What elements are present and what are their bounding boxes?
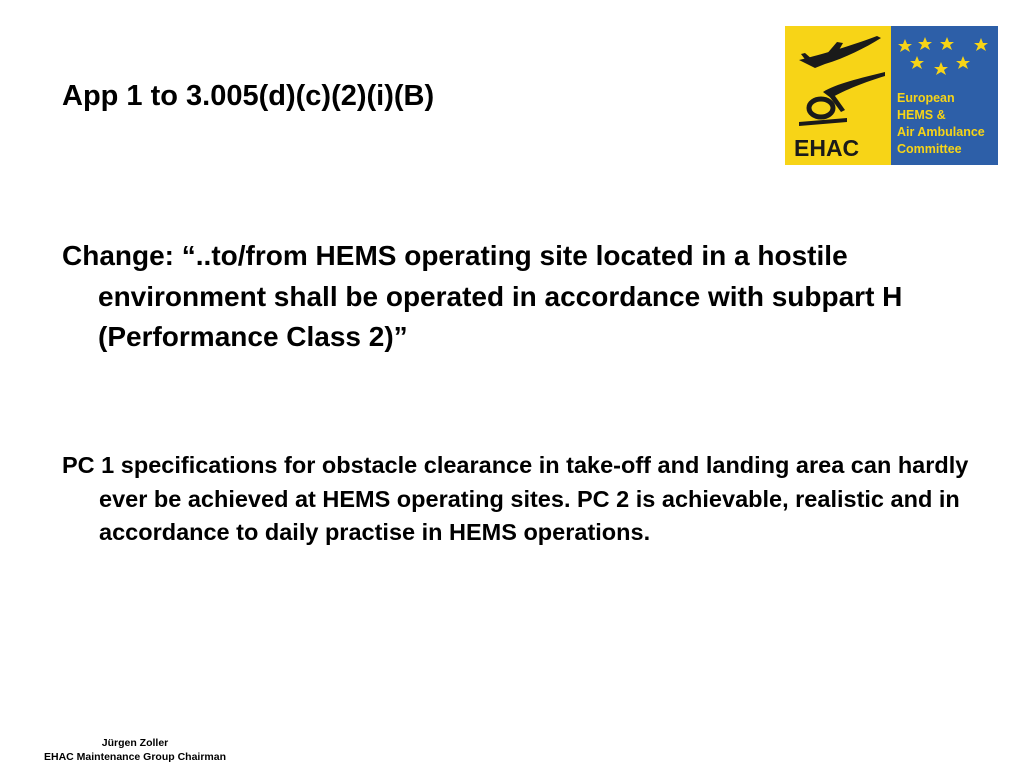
slide-title: App 1 to 3.005(d)(c)(2)(i)(B) — [62, 80, 435, 112]
logo-line-european: European — [897, 91, 955, 105]
ehac-logo — [785, 26, 998, 165]
footer-name: Jürgen Zoller — [101, 737, 169, 749]
logo-acronym: EHAC — [794, 135, 860, 161]
footer-role: EHAC Maintenance Group Chairman — [43, 751, 227, 763]
logo-line-air-ambulance: Air Ambulance — [897, 125, 985, 139]
footer — [30, 736, 240, 764]
pc-paragraph: PC 1 specifications for obstacle clearance in take-off and landing area can hardly ever be achieved at HEMS operating sites. PC 2 is achievable, realistic and in accordance to daily practise in HEMS operations. — [62, 452, 969, 545]
logo-line-hems: HEMS & — [897, 108, 946, 122]
logo-line-committee: Committee — [897, 142, 962, 156]
change-paragraph: Change: “..to/from HEMS operating site located in a hostile environment shall be operated in accordance with subpart H (Performance Class 2)” — [62, 240, 903, 352]
